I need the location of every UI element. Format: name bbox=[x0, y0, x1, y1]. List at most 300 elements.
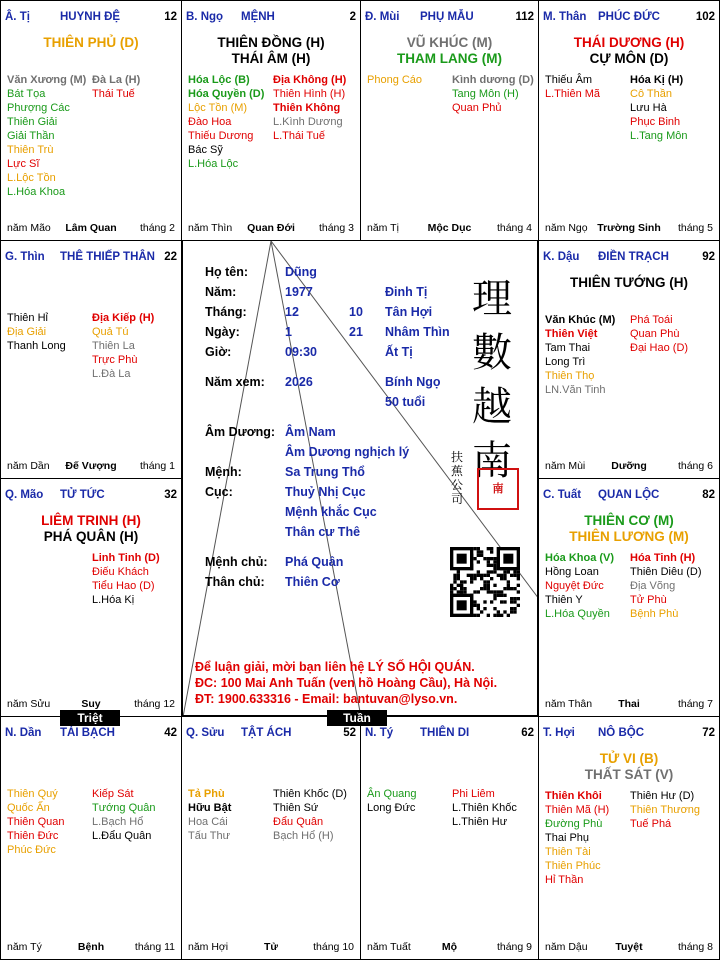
palace-branch: Q. Sửu bbox=[186, 727, 225, 739]
main-star: LIÊM TRINH (H) bbox=[41, 513, 141, 528]
palace-number: 82 bbox=[702, 489, 715, 501]
palace-than bbox=[538, 0, 720, 241]
minor-stars-left bbox=[545, 313, 615, 397]
palace-dan bbox=[0, 716, 182, 960]
minor-star: Đẩu Quân bbox=[273, 816, 324, 828]
minor-star: Phục Binh bbox=[630, 116, 681, 128]
minor-star: L.Thiên Khốc bbox=[452, 802, 517, 814]
palace-header bbox=[543, 11, 715, 23]
contact-address: ĐC: 100 Mai Anh Tuấn (ven hồ Hoàng Cầu), Hà Nội. bbox=[195, 676, 498, 690]
minor-star: Linh Tinh (D) bbox=[92, 552, 160, 564]
palace-header bbox=[543, 251, 715, 263]
calligraphy-char: 數 bbox=[472, 330, 512, 376]
palace-branch: C. Tuất bbox=[543, 489, 582, 501]
minor-stars-right bbox=[273, 73, 346, 143]
minor-star: Tam Thai bbox=[545, 342, 591, 354]
minor-stars-left bbox=[545, 551, 614, 621]
palace-number: 12 bbox=[164, 11, 177, 23]
minor-star: Ân Quang bbox=[367, 788, 417, 800]
minor-star: Kình dương (D) bbox=[452, 74, 534, 86]
contact-line-1: Để luận giải, mời bạn liên hệ LÝ SỐ HỘI QUÁN. bbox=[195, 660, 475, 674]
minor-star: Giải Thần bbox=[7, 130, 55, 142]
amduong-value: Âm Nam bbox=[285, 425, 336, 439]
minor-star: Long Đức bbox=[367, 802, 416, 814]
palace-footer bbox=[367, 941, 532, 953]
minor-star: Kiếp Sát bbox=[92, 788, 134, 800]
palace-footer bbox=[188, 941, 354, 953]
amduong-note: Âm Dương nghịch lý bbox=[285, 445, 410, 459]
minor-star: L.Hóa Lộc bbox=[188, 158, 239, 170]
palace-dau bbox=[538, 240, 720, 479]
palace-year: năm Dậu bbox=[545, 941, 588, 953]
minor-stars-right bbox=[630, 789, 700, 831]
palace-name: QUAN LỘC bbox=[598, 489, 660, 501]
palace-number: 62 bbox=[521, 727, 534, 739]
palace-stage: Mộ bbox=[441, 941, 458, 953]
contact-phone-email: ĐT: 1900.633316 - Email: bantuvan@lyso.vn. bbox=[195, 692, 458, 706]
minor-stars-right bbox=[630, 73, 687, 143]
side-char: 司 bbox=[450, 492, 463, 506]
cuc-value: Thuỷ Nhị Cục bbox=[285, 485, 366, 499]
triet-marker: Triệt bbox=[60, 710, 120, 726]
minor-star: Thiên Quan bbox=[7, 816, 65, 828]
minor-star: L.Thái Tuế bbox=[273, 130, 325, 142]
palace-mao bbox=[0, 478, 182, 717]
palace-footer bbox=[7, 698, 175, 710]
day-can: Nhâm Thìn bbox=[385, 325, 450, 339]
minor-star: Quan Phủ bbox=[452, 102, 502, 114]
palace-year: năm Hợi bbox=[188, 941, 229, 953]
minor-star: Đào Hoa bbox=[188, 116, 232, 128]
minor-stars-right bbox=[92, 73, 140, 101]
palace-stage: Tuyệt bbox=[615, 941, 643, 953]
main-star: THIÊN PHỦ (D) bbox=[43, 35, 139, 50]
day-label: Ngày: bbox=[205, 325, 240, 339]
side-char: 蕉 bbox=[450, 464, 463, 478]
palace-footer bbox=[545, 460, 713, 472]
minor-star: Đại Hao (D) bbox=[630, 342, 689, 354]
palace-month: tháng 6 bbox=[677, 460, 713, 472]
minor-star: Phúc Đức bbox=[7, 844, 56, 856]
minor-star: Quả Tú bbox=[92, 326, 129, 338]
palace-month: tháng 8 bbox=[677, 941, 713, 953]
year-value: 1977 bbox=[285, 285, 313, 299]
minor-star: Thiên Thương bbox=[630, 804, 701, 816]
minor-star: Thiên Tài bbox=[545, 846, 591, 858]
calligraphy-char: 越 bbox=[472, 384, 512, 430]
hour-label: Giờ: bbox=[205, 345, 232, 359]
minor-star: Thiếu Âm bbox=[545, 74, 593, 86]
minor-stars-left bbox=[545, 73, 600, 101]
minor-star: L.Thiên Hư bbox=[452, 816, 508, 828]
main-stars bbox=[1, 35, 181, 51]
palace-branch: G. Thìn bbox=[5, 251, 45, 263]
palace-month: tháng 5 bbox=[677, 222, 713, 234]
minor-stars-left bbox=[545, 789, 609, 887]
minor-star: Tử Phù bbox=[630, 594, 667, 606]
minor-star: Hóa Kị (H) bbox=[630, 74, 684, 86]
minor-star: Tướng Quân bbox=[92, 802, 156, 814]
minor-star: Lộc Tồn (M) bbox=[188, 102, 248, 114]
cuc-relation: Mệnh khắc Cục bbox=[285, 505, 377, 519]
minor-star: L.Đẩu Quân bbox=[92, 830, 152, 842]
main-star: THÁI DƯƠNG (H) bbox=[573, 35, 685, 50]
minor-stars-left bbox=[7, 73, 86, 199]
minor-stars-right bbox=[273, 787, 347, 843]
month-can: Tân Hợi bbox=[385, 305, 433, 319]
palace-mui bbox=[360, 0, 539, 241]
palace-number: 72 bbox=[702, 727, 715, 739]
age-value: 50 tuổi bbox=[385, 395, 426, 409]
view-year-value: 2026 bbox=[285, 375, 313, 389]
palace-branch: N. Tý bbox=[365, 727, 394, 739]
menh-value: Sa Trung Thổ bbox=[285, 465, 365, 479]
side-text bbox=[448, 450, 466, 506]
minor-stars-right bbox=[630, 551, 702, 621]
view-year-label: Năm xem: bbox=[205, 375, 265, 389]
than-cu: Thân cư Thê bbox=[285, 525, 361, 539]
palace-header bbox=[5, 727, 177, 739]
palace-stage: Suy bbox=[81, 698, 101, 710]
minor-star: Hữu Bật bbox=[188, 802, 232, 814]
minor-stars-left bbox=[7, 311, 66, 353]
minor-star: Thiên Đức bbox=[7, 830, 59, 842]
main-star: VŨ KHÚC (M) bbox=[406, 35, 493, 50]
palace-year: năm Tuất bbox=[367, 941, 411, 953]
minor-star: Tuế Phá bbox=[630, 818, 672, 830]
palace-header bbox=[543, 727, 715, 739]
minor-star: L.Tang Môn bbox=[630, 130, 688, 142]
palace-month: tháng 12 bbox=[134, 698, 175, 710]
minor-star: Địa Kiếp (H) bbox=[92, 312, 155, 324]
minor-star: L.Hóa Quyền bbox=[545, 608, 610, 620]
palace-thin bbox=[0, 240, 182, 479]
menhchu-label: Mệnh chủ: bbox=[205, 555, 268, 569]
main-star: TỬ VI (B) bbox=[599, 751, 659, 766]
minor-star: L.Lộc Tồn bbox=[7, 172, 56, 184]
minor-star: Thai Phụ bbox=[545, 832, 590, 844]
palace-month: tháng 7 bbox=[677, 698, 713, 710]
palace-year: năm Sửu bbox=[7, 698, 51, 710]
minor-star: Thiên Không bbox=[273, 102, 341, 114]
minor-star: Đường Phù bbox=[545, 818, 603, 830]
minor-star: Thiên Thọ bbox=[545, 370, 595, 382]
side-char: 公 bbox=[450, 478, 463, 492]
minor-star: Thiên Việt bbox=[545, 328, 598, 340]
palace-footer bbox=[545, 698, 713, 710]
minor-star: L.Bạch Hổ bbox=[92, 816, 144, 828]
minor-star: Hỉ Thần bbox=[545, 874, 584, 886]
palace-name: ĐIỀN TRẠCH bbox=[598, 251, 669, 263]
month-value: 12 bbox=[285, 305, 299, 319]
palace-tuat bbox=[538, 478, 720, 717]
palace-stage: Lâm Quan bbox=[65, 222, 117, 234]
palace-footer bbox=[545, 941, 713, 953]
palace-branch: K. Dậu bbox=[543, 251, 580, 263]
minor-star: Thiên Mã (H) bbox=[545, 804, 610, 816]
palace-name: TẬT ÁCH bbox=[241, 727, 292, 739]
palace-header bbox=[186, 727, 356, 739]
day-value: 1 bbox=[285, 325, 292, 339]
main-star: CỰ MÔN (D) bbox=[589, 51, 669, 66]
main-stars bbox=[1, 513, 181, 545]
minor-star: Phá Toái bbox=[630, 314, 673, 326]
minor-stars-right bbox=[452, 787, 517, 829]
calligraphy-text bbox=[462, 272, 522, 488]
minor-stars-left bbox=[188, 787, 231, 843]
minor-star: Thiên Trù bbox=[7, 144, 54, 156]
palace-stage: Thai bbox=[618, 698, 640, 710]
minor-star: Quốc Ấn bbox=[7, 802, 50, 814]
palace-header bbox=[365, 11, 534, 23]
palace-number: 112 bbox=[515, 11, 534, 23]
palace-year: năm Tị bbox=[367, 222, 399, 234]
palace-branch: Q. Mão bbox=[5, 489, 44, 501]
minor-star: Thiên Phúc bbox=[545, 860, 601, 872]
minor-star: Địa Không (H) bbox=[273, 74, 347, 86]
minor-stars-right bbox=[92, 311, 154, 381]
palace-stage: Mộc Dục bbox=[427, 222, 472, 234]
minor-star: Quan Phù bbox=[630, 328, 680, 340]
palace-year: năm Dần bbox=[7, 460, 50, 472]
minor-star: Nguyệt Đức bbox=[545, 580, 604, 592]
palace-branch: M. Thân bbox=[543, 11, 587, 23]
minor-star: Tang Môn (H) bbox=[452, 88, 519, 100]
minor-stars-right bbox=[92, 551, 160, 607]
year-can: Đinh Tị bbox=[385, 285, 428, 299]
palace-number: 22 bbox=[164, 251, 177, 263]
minor-star: L.Đà La bbox=[92, 368, 131, 380]
minor-star: Trực Phù bbox=[92, 354, 138, 366]
palace-name: PHÚC ĐỨC bbox=[598, 11, 660, 23]
minor-star: Tấu Thư bbox=[188, 830, 231, 842]
palace-name: TỬ TỨC bbox=[60, 489, 105, 501]
main-star: THAM LANG (M) bbox=[397, 51, 502, 66]
palace-suu bbox=[181, 716, 361, 960]
palace-footer bbox=[188, 222, 354, 234]
minor-star: Thiên Hỉ bbox=[7, 312, 48, 324]
palace-month: tháng 11 bbox=[134, 941, 175, 953]
palace-stage: Bệnh bbox=[77, 941, 105, 953]
minor-stars-left bbox=[367, 73, 422, 87]
minor-star: Cô Thần bbox=[630, 88, 672, 100]
palace-stage: Trường Sinh bbox=[597, 222, 661, 234]
palace-name: TÀI BẠCH bbox=[60, 727, 115, 739]
day-lunar: 21 bbox=[349, 325, 363, 339]
main-star: PHÁ QUÂN (H) bbox=[43, 529, 139, 544]
minor-star: Phượng Các bbox=[7, 102, 70, 114]
minor-star: Phong Cáo bbox=[367, 74, 423, 86]
main-star: THÁI ÂM (H) bbox=[231, 51, 311, 66]
minor-star: Điếu Khách bbox=[92, 566, 149, 578]
palace-footer bbox=[7, 460, 175, 472]
palace-stage: Tử bbox=[263, 941, 279, 953]
minor-star: Phi Liêm bbox=[452, 788, 495, 800]
name-label: Họ tên: bbox=[205, 265, 249, 279]
minor-star: Thiên Hư (D) bbox=[630, 790, 695, 802]
palace-header bbox=[5, 251, 177, 263]
palace-header bbox=[186, 11, 356, 23]
tuan-marker: Tuần bbox=[327, 710, 387, 726]
minor-star: L.Hóa Khoa bbox=[7, 186, 66, 198]
minor-star: Thái Tuế bbox=[92, 88, 135, 100]
minor-star: Hoa Cái bbox=[188, 816, 228, 828]
amduong-label: Âm Dương: bbox=[205, 425, 276, 439]
calligraphy bbox=[462, 272, 522, 488]
palace-year: năm Tý bbox=[7, 941, 42, 953]
palace-year: năm Mùi bbox=[545, 460, 586, 472]
month-lunar: 10 bbox=[349, 305, 363, 319]
menh-label: Mệnh: bbox=[205, 465, 242, 479]
minor-star: Thiên La bbox=[92, 340, 135, 352]
minor-star: Thiên Quý bbox=[7, 788, 58, 800]
seal-stamp bbox=[477, 468, 519, 510]
minor-star: Lưu Hà bbox=[630, 102, 667, 114]
main-stars bbox=[361, 35, 538, 67]
main-star: THIÊN CƠ (M) bbox=[584, 513, 674, 528]
palace-ty2 bbox=[360, 716, 539, 960]
palace-branch: T. Hợi bbox=[543, 727, 575, 739]
minor-star: Thiên Khôi bbox=[545, 790, 602, 802]
palace-header bbox=[543, 489, 715, 501]
hour-can: Ất Tị bbox=[385, 345, 413, 359]
calligraphy-char: 理 bbox=[472, 276, 512, 322]
palace-month: tháng 3 bbox=[318, 222, 354, 234]
palace-month: tháng 4 bbox=[496, 222, 532, 234]
seal-text: 南 bbox=[492, 483, 504, 495]
palace-branch: B. Ngọ bbox=[186, 11, 224, 23]
palace-number: 92 bbox=[702, 251, 715, 263]
thanchu-label: Thân chủ: bbox=[205, 575, 265, 589]
palace-branch: Â. Tị bbox=[5, 11, 30, 23]
minor-stars-right bbox=[452, 73, 534, 115]
minor-star: Đà La (H) bbox=[92, 74, 141, 86]
contact-block bbox=[195, 659, 497, 707]
palace-number: 32 bbox=[164, 489, 177, 501]
minor-star: Địa Giải bbox=[7, 326, 47, 338]
side-char: 扶 bbox=[450, 450, 463, 464]
minor-star: Thiên Hình (H) bbox=[273, 88, 346, 100]
minor-star: Tiểu Hao (D) bbox=[92, 580, 155, 592]
minor-star: Thiên Sứ bbox=[273, 802, 319, 814]
minor-star: Văn Khúc (M) bbox=[545, 314, 616, 326]
minor-star: Hóa Quyền (D) bbox=[188, 88, 265, 100]
minor-star: Thanh Long bbox=[7, 340, 66, 352]
palace-year: năm Ngọ bbox=[545, 222, 588, 234]
minor-star: Địa Võng bbox=[630, 580, 676, 592]
palace-number: 52 bbox=[343, 727, 356, 739]
minor-star: Lực Sĩ bbox=[7, 158, 40, 170]
minor-star: L.Hóa Kị bbox=[92, 594, 135, 606]
minor-star: Hồng Loan bbox=[545, 566, 599, 578]
minor-stars-right bbox=[92, 787, 156, 843]
palace-name: THÊ THIẾP THÂN bbox=[60, 251, 155, 263]
palace-footer bbox=[7, 222, 175, 234]
minor-star: Thiên Diêu (D) bbox=[630, 566, 702, 578]
palace-month: tháng 10 bbox=[313, 941, 354, 953]
minor-star: Bác Sỹ bbox=[188, 144, 223, 156]
palace-number: 2 bbox=[349, 11, 356, 23]
view-year-can: Bính Ngọ bbox=[385, 375, 441, 389]
minor-stars-left bbox=[367, 787, 417, 815]
palace-number: 42 bbox=[164, 727, 177, 739]
main-star: THIÊN LƯƠNG (M) bbox=[569, 529, 689, 544]
minor-star: Bát Tọa bbox=[7, 88, 46, 100]
minor-star: Bệnh Phù bbox=[630, 608, 679, 620]
minor-star: Hóa Tinh (H) bbox=[630, 552, 696, 564]
palace-name: NÔ BỘC bbox=[598, 727, 644, 739]
minor-star: Hóa Lộc (B) bbox=[188, 74, 250, 86]
minor-star: Thiên Giải bbox=[7, 116, 58, 128]
main-stars bbox=[539, 513, 719, 545]
minor-stars-right bbox=[630, 313, 688, 355]
palace-ty bbox=[0, 0, 182, 241]
minor-star: L.Kình Dương bbox=[273, 116, 343, 128]
palace-name: THIÊN DI bbox=[420, 727, 470, 739]
minor-star: Tả Phù bbox=[188, 788, 225, 800]
palace-header bbox=[5, 11, 177, 23]
minor-star: Văn Xương (M) bbox=[7, 74, 87, 86]
year-label: Năm: bbox=[205, 285, 237, 299]
palace-footer bbox=[367, 222, 532, 234]
minor-star: Long Trì bbox=[545, 356, 586, 368]
palace-branch: Đ. Mùi bbox=[365, 11, 400, 23]
main-stars bbox=[539, 35, 719, 67]
palace-stage: Đế Vượng bbox=[65, 460, 117, 472]
minor-star: Hóa Khoa (V) bbox=[545, 552, 615, 564]
main-star: THIÊN TƯỚNG (H) bbox=[570, 275, 688, 290]
main-stars bbox=[539, 751, 719, 783]
palace-ngo bbox=[181, 0, 361, 241]
palace-header bbox=[5, 489, 177, 501]
palace-name: HUYNH ĐỆ bbox=[60, 11, 121, 23]
thanchu-value: Thiên Cơ bbox=[285, 575, 340, 589]
palace-name: PHỤ MẪU bbox=[420, 11, 474, 23]
main-star: THIÊN ĐỒNG (H) bbox=[217, 35, 325, 50]
palace-month: tháng 1 bbox=[139, 460, 175, 472]
palace-year: năm Mão bbox=[7, 222, 51, 234]
main-stars bbox=[539, 275, 719, 291]
main-stars bbox=[182, 35, 360, 67]
calligraphy-char: 南 bbox=[472, 438, 512, 484]
month-label: Tháng: bbox=[205, 305, 247, 319]
palace-month: tháng 2 bbox=[139, 222, 175, 234]
palace-footer bbox=[7, 941, 175, 953]
palace-hoi bbox=[538, 716, 720, 960]
palace-stage: Quan Đới bbox=[247, 222, 295, 234]
minor-star: L.Thiên Mã bbox=[545, 88, 601, 100]
palace-number: 102 bbox=[695, 11, 715, 23]
qr-code-icon bbox=[450, 547, 520, 617]
minor-stars-left bbox=[7, 787, 64, 857]
name-value: Dũng bbox=[285, 265, 317, 279]
palace-year: năm Thìn bbox=[188, 222, 233, 234]
minor-star: Thiếu Dương bbox=[188, 130, 254, 142]
palace-year: năm Thân bbox=[545, 698, 593, 710]
minor-star: Thiên Y bbox=[545, 594, 583, 606]
palace-name: MỆNH bbox=[241, 11, 275, 23]
hour-value: 09:30 bbox=[285, 345, 317, 359]
menhchu-value: Phá Quân bbox=[285, 555, 344, 569]
palace-branch: N. Dần bbox=[5, 727, 42, 739]
palace-footer bbox=[545, 222, 713, 234]
minor-stars-left bbox=[188, 73, 264, 171]
minor-star: LN.Văn Tinh bbox=[545, 384, 606, 396]
minor-star: Bạch Hổ (H) bbox=[273, 830, 334, 842]
minor-star: Thiên Khốc (D) bbox=[273, 788, 347, 800]
main-star: THẤT SÁT (V) bbox=[584, 767, 674, 782]
palace-month: tháng 9 bbox=[496, 941, 532, 953]
